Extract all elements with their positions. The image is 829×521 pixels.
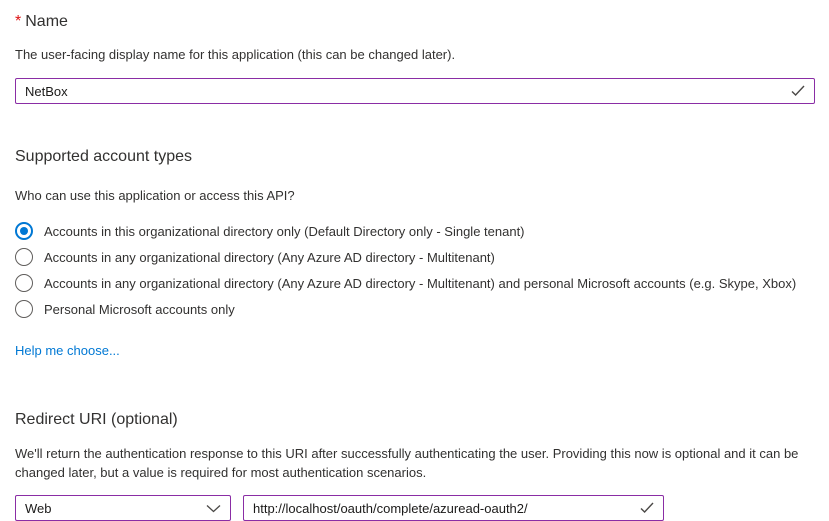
name-input[interactable]: [15, 78, 815, 104]
required-asterisk: *: [15, 13, 22, 30]
redirect-uri-input[interactable]: [243, 495, 664, 521]
name-input-value[interactable]: NetBox: [25, 83, 68, 99]
radio-button-icon[interactable]: [15, 222, 33, 240]
checkmark-icon: [639, 500, 655, 516]
platform-select-value[interactable]: Web: [25, 500, 52, 516]
radio-option-multitenant[interactable]: [15, 244, 815, 270]
name-title-text: Name: [25, 13, 68, 30]
name-section-title: [15, 12, 815, 32]
redirect-uri-title: Redirect URI (optional): [15, 411, 178, 428]
platform-select[interactable]: [15, 495, 231, 521]
radio-button-icon[interactable]: [15, 274, 33, 292]
checkmark-icon: [790, 83, 806, 99]
help-me-choose-link[interactable]: Help me choose...: [15, 343, 120, 358]
radio-option-label[interactable]: Accounts in any organizational directory (Any Azure AD directory - Multitenant): [44, 249, 495, 265]
account-types-question: Who can use this application or access this API?: [15, 188, 295, 203]
redirect-uri-row: [15, 495, 815, 521]
radio-button-icon[interactable]: [15, 248, 33, 266]
radio-option-label[interactable]: Accounts in any organizational directory (Any Azure AD directory - Multitenant) and personal Microsoft accounts (e.g. Skype, Xbox): [44, 275, 797, 291]
account-types-title: Supported account types: [15, 148, 193, 165]
radio-option-single-tenant[interactable]: [15, 218, 815, 244]
account-types-radio-group: [15, 218, 815, 322]
radio-option-label[interactable]: Accounts in this organizational directory only (Default Directory only - Single tenant): [44, 223, 525, 239]
redirect-uri-input-value[interactable]: http://localhost/oauth/complete/azuread-oauth2/: [253, 500, 528, 516]
radio-option-multitenant-personal[interactable]: [15, 270, 815, 296]
radio-option-label[interactable]: Personal Microsoft accounts only: [44, 301, 235, 317]
redirect-uri-description: We'll return the authentication response to this URI after successfully authenticating the user. Providing this now is optional and it can be changed later, but a value is required for most authentication scenarios.: [15, 446, 799, 480]
chevron-down-icon[interactable]: [206, 504, 221, 513]
radio-button-icon[interactable]: [15, 300, 33, 318]
radio-option-personal-only[interactable]: [15, 296, 815, 322]
name-description: The user-facing display name for this application (this can be changed later).: [15, 47, 456, 62]
